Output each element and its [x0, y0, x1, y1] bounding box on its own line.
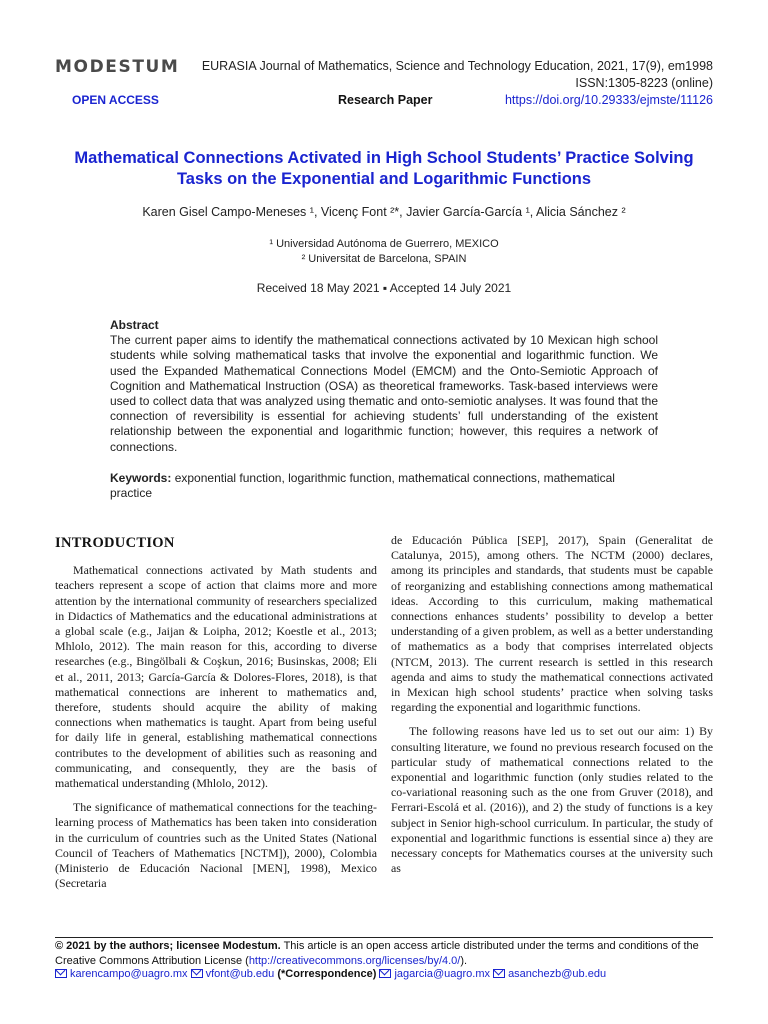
affiliation-2: ² Universitat de Barcelona, SPAIN: [301, 253, 467, 265]
publisher-logo: MODESTUM: [55, 57, 180, 77]
footer-divider: [55, 937, 713, 938]
journal-info: [202, 58, 713, 92]
paragraph: The following reasons have led us to set out our aim: 1) By consulting literature, we found no previous research focused on the particular study of mathematical connections related to the exponential and logarithmic function (only studies related to the co-variational reasoning such as the one from Gruver (2018), and Ferrari-Escolá et al. (2016)), and 2) the study of functions is a key subject in Senior high-school curriculum. In particular, the study of exponential and logarithmic functions is essential since a) they are necessary concepts for Mathematics courses at the university such as: [391, 724, 713, 876]
title-line-2: Tasks on the Exponential and Logarithmic Functions: [176, 170, 592, 188]
copyright-text: This article is an open access article distributed under the terms and conditions of the Creative Commons Attribution License (: [55, 940, 699, 967]
abstract-section: [110, 318, 658, 455]
right-column: [391, 533, 713, 876]
author-emails: [55, 968, 606, 980]
email-link[interactable]: jagarcia@uagro.mx: [394, 968, 490, 980]
license-end: ).: [460, 955, 468, 967]
email-link[interactable]: vfont@ub.edu: [205, 968, 275, 980]
paragraph: The significance of mathematical connections for the teaching-learning process of Mathematics has been taken into consideration in the curriculum of countries such as the United States (National Council of Teachers of Mathematics [NCTM]), 2000), Colombia (Ministerio de Educación Nacional [MEN], 1998), Mexico (Secretaria: [55, 800, 377, 891]
section-heading-introduction: INTRODUCTION: [55, 535, 175, 551]
paper-type: Research Paper: [338, 93, 433, 107]
keywords-label: Keywords:: [110, 471, 172, 485]
paragraph: Mathematical connections activated by Math students and teachers represent a scope of action that claims more and more attention by the international community of researchers specialized in Didactics of Mathematics and the educational administrations at a global scale (e.g., Jaijan & Loipha, 2012; Koestle et al., 2013; Mhlolo, 2012). The main reason for this, according to diverse researches (e.g., Bingölbali & Coşkun, 2016; Businskas, 2008; Eli et al., 2011, 2013; García-García & Dolores-Flores, 2018), is that mathematical connections are inherent to mathematics and, therefore, students should acquire the ability of making connections when mathematics is taught. Apart from being useful for daily life in general, establishing mathematical connections contributes to the development of abilities such as reasoning and communicating, and consequently, they are the basis of mathematical understanding (Mhlolo, 2012).: [55, 563, 377, 791]
author-list: Karen Gisel Campo-Meneses ¹, Vicenç Font ²*, Javier García-García ¹, Alicia Sánchez ²: [142, 205, 626, 219]
submission-dates: Received 18 May 2021 ▪ Accepted 14 July 2021: [256, 281, 512, 295]
left-column: [55, 536, 377, 891]
article-title: [40, 148, 728, 190]
email-link[interactable]: asanchezb@ub.edu: [508, 968, 607, 980]
issn: ISSN:1305-8223 (online): [575, 76, 713, 90]
keywords: [110, 471, 658, 501]
license-link[interactable]: http://creativecommons.org/licenses/by/4.0/: [248, 955, 461, 967]
affiliations: [40, 237, 728, 267]
copyright-bold: © 2021 by the authors; licensee Modestum.: [55, 940, 281, 952]
paragraph: de Educación Pública [SEP], 2017), Spain (Generalitat de Catalunya, 2015), among others. The NCTM (2000) declares, among its principles and standards, that students must be capable of reorganizing and establishing connections among mathematical ideas. According to this curriculum, making mathematical connections enhances students’ possibility to develop a better understanding of a given problem, as well as a better understanding of mathematics as a body that comprises interrelated objects (NTCM, 2013). The current research is settled in this research agenda and aims to study the mathematical connections activated in Mexican high school students’ practice when solving tasks regarding the exponential and logarithmic functions.: [391, 533, 713, 715]
open-access-label: OPEN ACCESS: [72, 93, 159, 107]
doi-link[interactable]: https://doi.org/10.29333/ejmste/11126: [504, 93, 713, 107]
correspondence-label: (*Correspondence): [277, 968, 377, 980]
envelope-icon: [191, 969, 203, 978]
affiliation-1: ¹ Universidad Autónoma de Guerrero, MEXICO: [269, 238, 499, 250]
envelope-icon: [493, 969, 505, 978]
abstract-heading: Abstract: [110, 318, 159, 332]
envelope-icon: [55, 969, 67, 978]
email-link[interactable]: karencampo@uagro.mx: [70, 968, 188, 980]
envelope-icon: [379, 969, 391, 978]
title-line-1: Mathematical Connections Activated in High School Students’ Practice Solving: [74, 149, 694, 167]
keywords-text: exponential function, logarithmic function, mathematical connections, mathematical practice: [110, 471, 615, 501]
journal-line: EURASIA Journal of Mathematics, Science and Technology Education, 2021, 17(9), em1998: [201, 59, 713, 73]
abstract-text: The current paper aims to identify the mathematical connections activated by 10 Mexican high school students while solving mathematical tasks that involve the exponential and logarithmic function. We used the Expanded Mathematical Connections Model (EMCM) and the Onto-Semiotic Approach of Cognition and Mathematical Instruction (OSA) as theoretical frameworks. Task-based interviews were used to collect data that was analyzed using thematic and onto-semiotic analyses. It was found that the connection of reversibility is essential for achieving students’ full understanding of the existent relationship between the exponential and logarithmic function; however, this requires a network of connections.: [110, 333, 658, 454]
copyright-notice: [55, 939, 715, 969]
